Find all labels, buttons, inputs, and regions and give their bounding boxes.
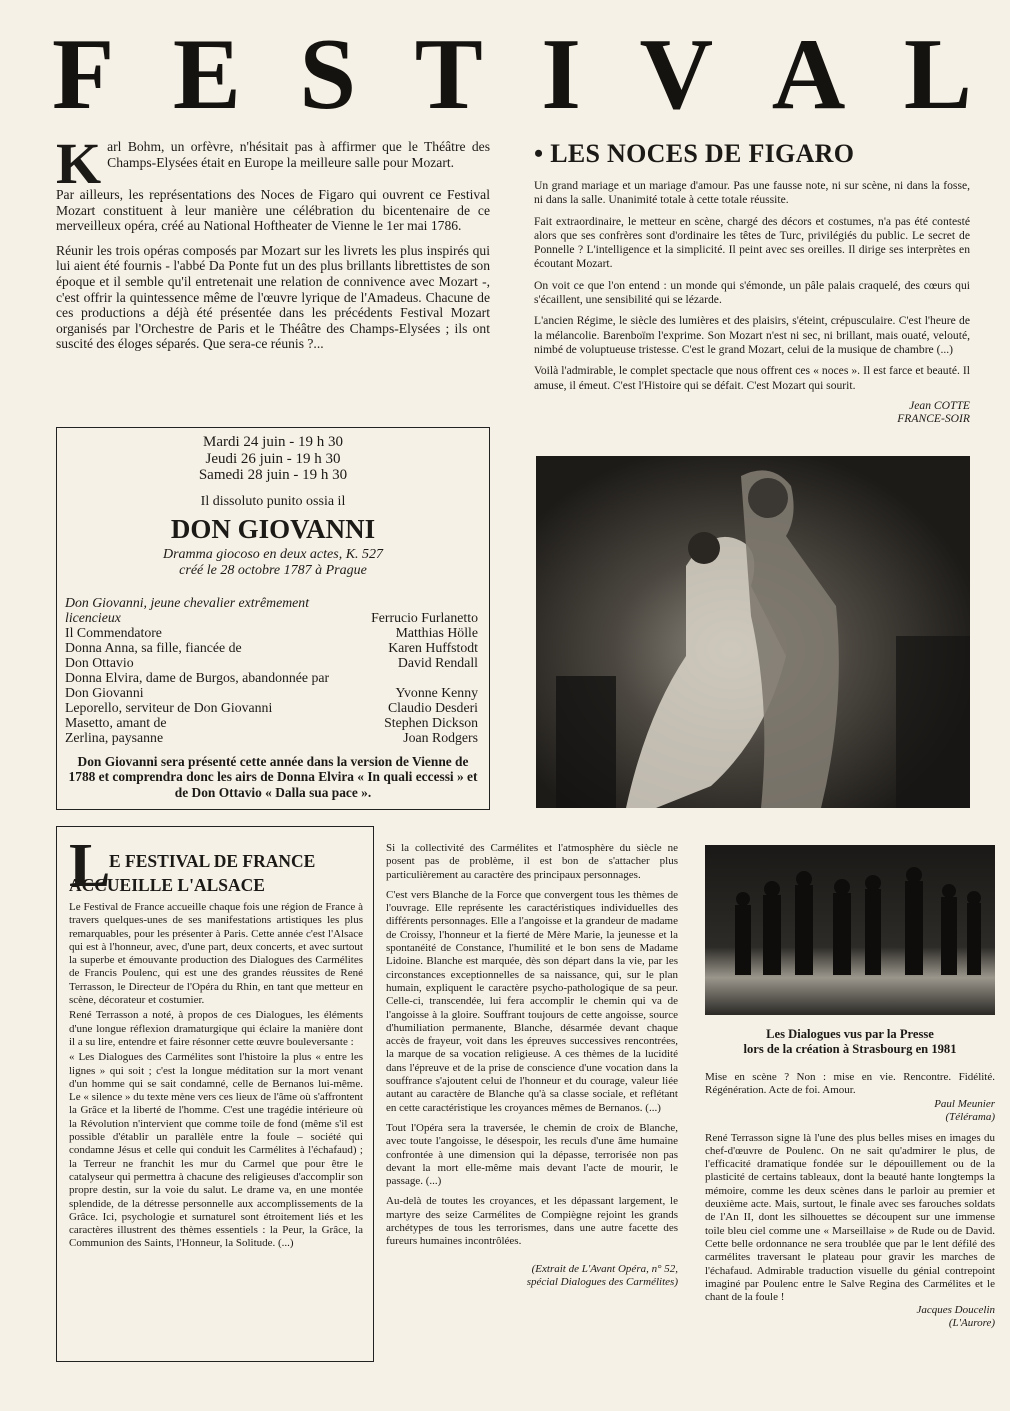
figaro-source: FRANCE-SOIR bbox=[897, 411, 970, 425]
carmelites-paragraph: Si la collectivité des Carmélites et l'atmosphère du siècle ne posent pas de problème, il est bon de s'attacher plus particulièrement au caractère des principaux personnages. bbox=[386, 842, 678, 881]
alsace-title-line2: ACCUEILLE L'ALSACE bbox=[69, 875, 265, 895]
masthead-letter: T bbox=[414, 18, 483, 131]
figaro-review bbox=[534, 139, 970, 425]
cast-singer: Yvonne Kenny bbox=[395, 684, 478, 700]
press-review: René Terrasson signe là l'une des plus belles mises en images du chef-d'œuvre de Poulenc. On ne sait qu'admirer le plus, de l'efficacité dramatique fondée sur le dépouillement ou de la plasticité de certains tableaux, dont la beauté hante longtemps la mémoire, comme les deux scènes dans le parloir au premier et deuxième acte. Mais, surtout, le finale avec ses farouches soldats de l'An II, dont les silhouettes se découpent sur une immense toile bleu ciel comme une « Marseillaise » de Rude ou de David. Cette belle ordonnance ne sera troublée que par le lent défilé des carmélites traversant le plateau pour gravir les marches de l'échafaud. Admirable traduction visuelle du génial contrepoint imaginé par Poulenc entre le Salve Regina des Carmélites et le chant de la foule ! bbox=[705, 1131, 995, 1304]
alsace-paragraph: « Les Dialogues des Carmélites sont l'histoire la plus « entre les lignes » qui soit ; c'est la longue méditation sur la mort venant d'un homme qui se sait condamné, celle de Bernanos lui-même. Le « silence » du texte mène vers ces lieux de l'âme où s'affrontent la Grâce et la liberté de l'homme. C'est une tragédie intérieure où la Révolution n'intervient que comme toile de fond (même s'il est possible d'établir un parallèle entre la foule – société qui condamne Jésus et celle qui conduit les Carmélites à l'échafaud) ; la Terreur ne franchit les mur du Carmel que pour être le catalyseur qui permettra à chacune des religieuses d'accomplir son propre destin, sur la voie du salut. Le drame va, en une montée splendide, de la détresse personnelle aux accomplissements de la Grâce. Ici, psychologie et surnaturel sont étroitement liés et les caractères illustrent des thèmes essentiels : la Peur, la Grâce, la Communion des Saints, l'Honneur, la Solitude. (...) bbox=[69, 1051, 363, 1250]
cast-row bbox=[65, 595, 478, 625]
cast-singer: Stephen Dickson bbox=[384, 714, 478, 730]
cast-row bbox=[65, 715, 478, 730]
press-quote: Mise en scène ? Non : mise en vie. Rencontre. Fidélité. Régénération. Acte de foi. Amour. bbox=[705, 1071, 995, 1097]
intro-text: arl Bohm, un orfèvre, n'hésitait pas à affirmer que le Théâtre des Champs-Elysées était en Europe la meilleure salle pour Mozart. bbox=[107, 139, 490, 170]
photo-silhouettes bbox=[536, 456, 970, 808]
cast-list bbox=[65, 595, 478, 745]
press-source: (Télérama) bbox=[945, 1110, 995, 1123]
cast-role: Il Commendatore bbox=[65, 624, 162, 640]
cast-role: Donna Anna, sa fille, fiancée de bbox=[65, 639, 242, 655]
figaro-author: Jean COTTE bbox=[909, 398, 970, 412]
alsace-article bbox=[56, 826, 374, 1362]
intro-article bbox=[56, 131, 490, 361]
masthead-letter: A bbox=[771, 18, 846, 131]
cast-singer: Matthias Hölle bbox=[395, 624, 478, 640]
cast-row bbox=[65, 700, 478, 715]
opera-subtitle: Dramma giocoso en deux actes, K. 527 bbox=[162, 546, 384, 562]
masthead-letter: F bbox=[52, 18, 115, 131]
cast-row bbox=[65, 730, 478, 745]
alsace-paragraph: René Terrasson a noté, à propos de ces Dialogues, les éléments d'une longue réflexion dramaturgique qui éclaire la manière dont il a su lire, entendre et faire résonner cette œuvre bouleversante : bbox=[69, 1009, 363, 1048]
carmelites-column bbox=[386, 842, 678, 1289]
press-author: Paul Meunier bbox=[934, 1097, 995, 1110]
carmelites-scene-photo bbox=[705, 845, 995, 1015]
performance-date: Mardi 24 juin - 19 h 30 bbox=[203, 434, 343, 450]
alsace-heading bbox=[69, 832, 363, 900]
cast-row bbox=[65, 640, 478, 655]
figaro-paragraph: Voilà l'admirable, le complet spectacle que nous offrent ces « noces ». Il est farce et beauté. Il amuse, il émeut. C'est l'Histoire qui se défait. C'est Mozart qui sourit. bbox=[534, 364, 970, 392]
performance-date: Samedi 28 juin - 19 h 30 bbox=[198, 467, 348, 483]
don-giovanni-box bbox=[56, 427, 490, 810]
figaro-paragraph: L'ancien Régime, le siècle des lumières et des plaisirs, s'éteint, crépusculaire. C'est l'heure de la mélancolie. Barenboïm l'exprime. Son Mozart n'est ni sec, ni brillant, mais ouaté, velouté, nimbé de voluptueuse tristesse. C'est le grand Mozart, celui de la musique de chambre (...) bbox=[534, 314, 970, 356]
photo-figures bbox=[705, 845, 995, 1015]
carmelites-paragraph: Au-delà de toutes les croyances, et les dépassant largement, le martyre des seize Carmélites de Compiègne rejoint les grands archétypes de tous les terrorismes, dans une autre facette des fureurs humaines incontrôlées. bbox=[386, 1195, 678, 1248]
alsace-paragraph: Le Festival de France accueille chaque fois une région de France à travers quelques-unes de ses manifestations artistiques les plus remarquables, pour les présenter à Paris. Cette année c'est l'Alsace qui est à l'honneur, avec, d'une part, deux concerts, et avec surtout la superbe et émouvante production des Dialogues des Carmélites de Francis Poulenc, qui est une des grandes réussites de René Terrasson, le Directeur de l'Opéra du Rhin, en tant que metteur en scène, décorateur et costumier. bbox=[69, 901, 363, 1007]
figaro-paragraph: Fait extraordinaire, le metteur en scène, chargé des décors et costumes, n'a pas été contesté alors que ses confrères sont d'ordinaire les têtes de Turc, privilégiés du public. Le secret de Ponnelle ? L'intelligence et la simplicité. Il peint avec ses oreilles. Il dirige ses interprètes en écoutant Mozart. bbox=[534, 214, 970, 271]
version-note: Don Giovanni sera présenté cette année dans la version de Vienne de 1788 et comprendra donc les airs de Donna Elvira « In quali eccessi » et de Don Ottavio « Dalla sua pace ». bbox=[68, 753, 478, 800]
alsace-body bbox=[69, 901, 363, 1251]
cast-role: Zerlina, paysanne bbox=[65, 729, 164, 745]
opera-title: DON GIOVANNI bbox=[170, 513, 376, 544]
masthead-letter: V bbox=[639, 18, 714, 131]
opera-pretitle: Il dissoluto punito ossia il bbox=[200, 493, 346, 509]
cast-singer: Claudio Desderi bbox=[387, 699, 478, 715]
press-caption: lors de la création à Strasbourg en 1981 bbox=[743, 1042, 957, 1056]
masthead-letter: S bbox=[299, 18, 357, 131]
carmelites-paragraph: Tout l'Opéra sera la traversée, le chemin de croix de Blanche, avec toute l'angoisse, le désespoir, les reculs d'une âme humaine confrontée à une dimension qui la dépasse, terrorisée non pas devant la mort elle-même mais devant l'acte de mourir, le passage. (...) bbox=[386, 1121, 678, 1188]
masthead-letter: I bbox=[541, 18, 581, 131]
figaro-scene-photo bbox=[536, 456, 970, 808]
cast-row bbox=[65, 670, 478, 700]
figaro-paragraph: Un grand mariage et un mariage d'amour. Pas une fausse note, ni sur scène, ni dans la fosse, ni dans la salle. Unanimité totale à cette totale réussite. bbox=[534, 179, 970, 207]
carmelites-source: (Extrait de L'Avant Opéra, n° 52, bbox=[531, 1262, 678, 1275]
cast-row bbox=[65, 625, 478, 640]
performance-date: Jeudi 26 juin - 19 h 30 bbox=[205, 450, 341, 467]
cast-role: Donna Elvira, dame de Burgos, abandonnée par Don Giovanni bbox=[65, 669, 330, 700]
cast-singer: David Rendall bbox=[397, 654, 478, 670]
masthead-letter: E bbox=[172, 18, 241, 131]
press-author: Jacques Doucelin bbox=[916, 1304, 995, 1317]
cast-role: Don Ottavio bbox=[65, 654, 134, 670]
intro-paragraph bbox=[56, 131, 490, 196]
drop-cap: L bbox=[69, 832, 111, 900]
drop-cap: K bbox=[56, 131, 102, 196]
figaro-paragraph: On voit ce que l'on entend : un monde qui s'émonde, un pâle palais craquelé, des cœurs qui s'écaillent, une sensibilité qui se lézarde. bbox=[534, 278, 970, 307]
intro-paragraph: Par ailleurs, les représentations des Noces de Figaro qui ouvrent ce Festival Mozart constituent à leur manière une célébration du bicentenaire de ce merveilleux opéra, créé au National Hoftheater de Vienne le 1er mai 1786. bbox=[56, 187, 490, 234]
cast-role: Don Giovanni, jeune chevalier extrêmement licencieux bbox=[65, 594, 310, 625]
cast-role: Masetto, amant de bbox=[65, 714, 167, 730]
cast-singer: Karen Huffstodt bbox=[388, 639, 478, 655]
figaro-title: • LES NOCES DE FIGARO bbox=[534, 139, 855, 168]
press-source: (L'Aurore) bbox=[948, 1317, 995, 1330]
press-column bbox=[705, 1027, 995, 1330]
cast-singer: Joan Rodgers bbox=[403, 729, 478, 745]
alsace-title-line1: E FESTIVAL DE FRANCE bbox=[109, 851, 316, 871]
masthead-title bbox=[52, 18, 972, 131]
intro-paragraph: Réunir les trois opéras composés par Mozart sur les livrets les plus inspirés qui lui aient été fournis - l'abbé Da Ponte fut un des plus brillants librettistes de son époque et il semble qu'il entretenait une relation de connivence avec Mozart -, c'est offrir la quintessence même de l'œuvre lyrique de l'Amadeus. Chacune de ces productions a déjà été présentée dans les précédents Festival Mozart organisés par l'Orchestre de Paris et le Théâtre des Champs-Elysées ; ils ont suscité des éloges séparés. Que sera-ce réunis ?... bbox=[56, 242, 490, 352]
press-caption: Les Dialogues vus par la Presse bbox=[766, 1027, 934, 1041]
carmelites-paragraph: C'est vers Blanche de la Force que convergent tous les thèmes de l'ouvrage. Elle représente les caractéristiques individuelles des différents personnages. Elle a l'angoisse et la grandeur de madame de Croissy, l'honneur et la fierté de Mère Marie, la jeunesse et la spontanéité de Constance, l'humilité et le bon sens de Madame Lidoine. Blanche est marquée, dès son départ dans la vie, par les circonstances exceptionnelles de sa naissance, qui, sur le plan humain, expliquent le caractère psycho-pathologique de sa peur. Celle-ci, transcendée, lui fera accomplir le chemin qui va de l'angoisse à la gloire. Souffrant toujours de cette angoisse, source d'humiliation permanente, Blanche, désarmée devant chaque accès de frayeur, voit dans les épreuves successives rencontrées, la marque de sa vocation religieuse. A ces thèmes de la lucidité dans l'épreuve et de la prise de conscience d'une vocation dans la souffrance s'ajoutent celui de l'honneur et du courage, valeur liée autant au caractère de Blanche qu'à sa classe sociale, et reflétant en cette caractéristique les croyances mêmes de Bernanos. (...) bbox=[386, 888, 678, 1114]
opera-premiere: créé le 28 octobre 1787 à Prague bbox=[179, 562, 367, 578]
figaro-body bbox=[534, 179, 970, 393]
cast-role: Leporello, serviteur de Don Giovanni bbox=[65, 699, 273, 715]
cast-singer: Ferrucio Furlanetto bbox=[371, 609, 478, 625]
cast-row bbox=[65, 655, 478, 670]
masthead-letter: L bbox=[903, 18, 972, 131]
carmelites-source: spécial Dialogues des Carmélites) bbox=[526, 1275, 678, 1288]
